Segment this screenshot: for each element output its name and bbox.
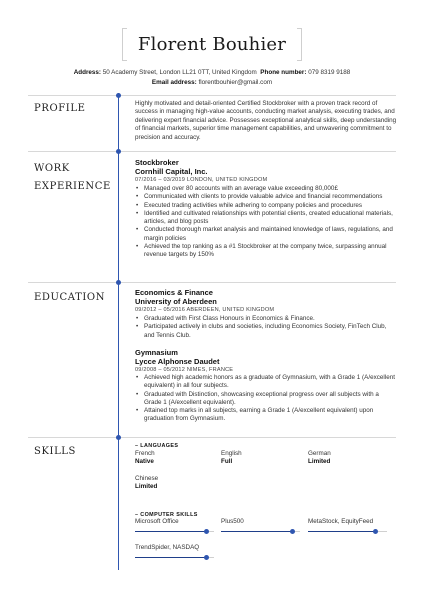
- degree-title: Economics & Finance: [135, 288, 213, 297]
- section-title-profile: PROFILE: [34, 103, 86, 114]
- contact-line-2: [0, 79, 424, 86]
- skill-level-fill: [135, 531, 206, 532]
- skill-level-fill: [221, 531, 292, 532]
- degree-title: Gymnasium: [135, 348, 178, 357]
- language-item: [308, 450, 331, 467]
- job-bullets: [135, 185, 397, 260]
- computer-skill-name: TrendSpider, NASDAQ: [135, 544, 200, 551]
- list-item: • Graduated with First Class Honours in Economics & Finance.: [135, 315, 397, 323]
- skill-level-bar: [221, 531, 300, 532]
- language-level: Limited: [135, 483, 158, 491]
- timeline-line: [118, 93, 119, 570]
- job-meta: 07/2016 – 03/2019 LONDON, UNITED KINGDOM: [135, 177, 268, 183]
- list-item: • Identified and cultivated relationships with potential clients, created educational materials, articles, and blog posts: [135, 210, 397, 227]
- language-level: Full: [221, 458, 233, 466]
- timeline-dot: [116, 435, 121, 440]
- language-item: [221, 450, 242, 467]
- phone-label: Phone number:: [260, 69, 307, 76]
- school-name: Lycce Alphonse Daudet: [135, 357, 220, 366]
- education-meta: 09/2012 – 05/2016 ABERDEEN, UNITED KINGDOM: [135, 307, 275, 313]
- profile-summary: Highly motivated and detail-oriented Certified Stockbroker with a proven track record of success in managing high-value accounts, conducting market analysis, executing trades, and delivering expert financial advice. Possesses exceptional analytical skills, deep understanding of financial markets, superior time management capabilities, and unwavering commitment to precision and accuracy.: [135, 100, 397, 141]
- language-item: [135, 450, 155, 467]
- list-item: • Communicated with clients to provide valuable advice and financial recommendations: [135, 193, 397, 201]
- list-item: • Executed trading activities while adhering to company policies and procedures: [135, 202, 397, 210]
- list-item: • Managed over 80 accounts with an average value exceeding 80,000£: [135, 185, 397, 193]
- email-label: Email address:: [151, 79, 197, 86]
- language-item: [135, 475, 158, 492]
- job-title: Stockbroker: [135, 158, 179, 167]
- list-item: • Achieved high academic honors as a graduate of Gymnasium, with a Grade 1 (A/excellent equivalent) in all four subjects.: [135, 374, 397, 391]
- name-box: [122, 28, 302, 61]
- language-name: German: [308, 450, 331, 457]
- skill-level-bar: [308, 531, 387, 532]
- list-item: • Achieved the top ranking as a #1 Stockbroker at the company twice, surpassing annual revenue targets by 150%: [135, 243, 397, 260]
- section-title-work: WORK: [34, 163, 70, 174]
- contact-line-1: [0, 69, 424, 76]
- skill-level-bar: [135, 531, 214, 532]
- skill-level-fill: [135, 557, 206, 558]
- address-label: Address:: [73, 69, 102, 76]
- divider: [28, 282, 396, 283]
- candidate-name: Florent Bouhier: [137, 34, 287, 55]
- education-meta: 09/2008 – 05/2012 NIMES, FRANCE: [135, 367, 234, 373]
- skill-level-knob: [204, 529, 209, 534]
- computer-skill-name: Microsoft Office: [135, 518, 179, 525]
- education-bullets: [135, 374, 397, 424]
- skill-level-knob: [373, 529, 378, 534]
- timeline-dot: [116, 149, 121, 154]
- list-item: • Conducted thorough market analysis and maintained knowledge of laws, regulations, and margin policies: [135, 226, 397, 243]
- list-item: • Graduated with Distinction, showcasing exceptional progress over all subjects with a Grade 1 (A/excellent equivalent).: [135, 391, 397, 408]
- timeline-dot: [116, 280, 121, 285]
- skill-level-knob: [290, 529, 295, 534]
- divider: [28, 437, 396, 438]
- skill-level-fill: [308, 531, 375, 532]
- job-company: Cornhill Capital, Inc.: [135, 167, 208, 176]
- language-level: Limited: [308, 458, 331, 466]
- computer-skill-name: Plus500: [221, 518, 244, 525]
- skill-level-knob: [204, 555, 209, 560]
- language-name: French: [135, 450, 155, 457]
- school-name: University of Aberdeen: [135, 297, 217, 306]
- computer-skills-heading: – COMPUTER SKILLS: [135, 512, 198, 518]
- computer-skill-name: MetaStock, EquityFeed: [308, 518, 374, 525]
- section-title-skills: SKILLS: [34, 446, 77, 457]
- list-item: • Participated actively in clubs and societies, including Economics Society, FinTech Club, and Tennis Club.: [135, 323, 397, 340]
- education-bullets: [135, 315, 397, 340]
- address: 50 Academy Street, London LL21 0TT, United Kingdom: [102, 69, 257, 76]
- divider: [28, 95, 396, 96]
- phone: 079 8319 9188: [308, 69, 351, 76]
- email: florentbouhier@gmail.com: [198, 79, 273, 86]
- divider: [28, 151, 396, 152]
- section-title-experience: EXPERIENCE: [34, 181, 111, 192]
- language-name: English: [221, 450, 242, 457]
- timeline-dot: [116, 93, 121, 98]
- languages-heading: – LANGUAGES: [135, 443, 179, 449]
- section-title-education: EDUCATION: [34, 292, 106, 303]
- skill-level-bar: [135, 557, 214, 558]
- language-name: Chinese: [135, 475, 159, 482]
- language-level: Native: [135, 458, 154, 466]
- list-item: • Attained top marks in all subjects, earning a Grade 1 (A/excellent equivalent) upon graduation from Gymnasium.: [135, 407, 397, 424]
